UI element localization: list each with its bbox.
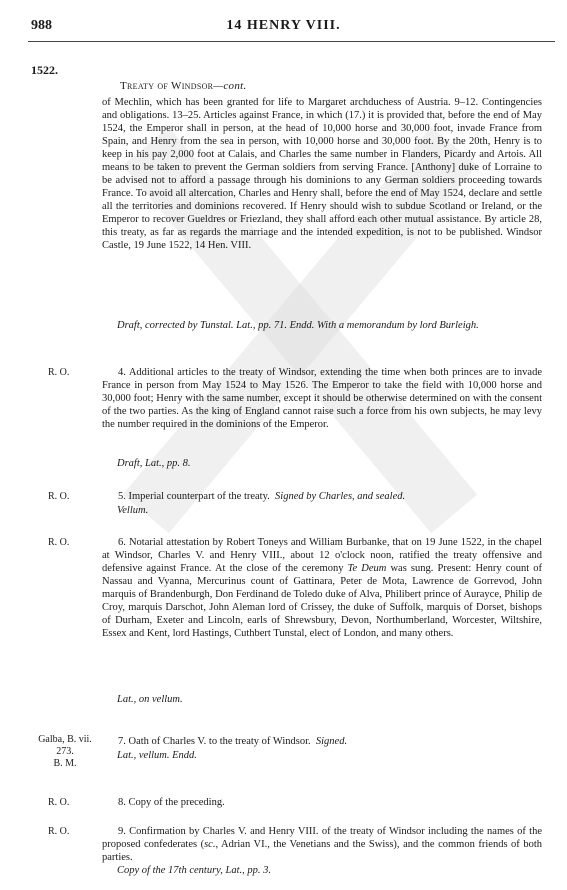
entry-text-6-part2: was sung. Present: Henry count of Nassau and Vyanna, Mercurinus count of Gattinara, Peter de Mota, Lawrence de Gorrevod, John marquis of Brandenburgh, Don Ferdinand de Toledo duke of Alva, Philibert prince of Aurayce, Philip de Croy, marquis Darschot, John Aleman lord of Crissey, the duke of Suffolk, marquis of Dorset, bishops of Durham, Exeter and Lincoln, earls of Shrewsbury, Devon, Northumberland, Worcester, Wiltshire, Essex and Kent, lord Hastings, Cuthbert Tunstal, elect of London, and many others. (102, 563, 543, 639)
entry-text-6-body (102, 536, 542, 640)
entry-note-9: Copy of the 17th century, Lat., pp. 3. (117, 865, 271, 876)
margin-reference: R. O. (48, 491, 70, 502)
margin-reference-line: Galba, B. vii. (38, 734, 92, 745)
entry-note-5: Vellum. (117, 505, 149, 516)
margin-reference-line: 273. (56, 746, 74, 757)
entry-text-5-italic: Signed by Charles, and sealed. (275, 491, 406, 502)
entry-note-7: Lat., vellum. Endd. (117, 750, 197, 761)
entry-text-9-part1: 9. Confirmation by Charles V. and Henry VIII. of the treaty of Windsor including the names of the proposed confederates ( (102, 826, 542, 850)
entry-text-7 (102, 735, 542, 748)
margin-reference-galba (30, 734, 100, 770)
margin-reference: R. O. (48, 367, 70, 378)
entry-text-6-part1: 6. Notarial attestation by Robert Toneys and William Burbanke, that on 19 June 1522, in the chapel at Windsor, Charles V. and Henry VIII., about 12 o'clock noon, ratified the treaty offensive and defensive against France. At the close of the ceremony (102, 537, 542, 574)
margin-reference: R. O. (48, 797, 70, 808)
entry-title-suffix: —cont. (213, 80, 247, 92)
te-deum: Te Deum (347, 563, 387, 574)
entry-title: Treaty of Windsor (120, 80, 214, 92)
margin-reference: R. O. (48, 537, 70, 548)
entry-text-9-part2: , Adrian VI., the Venetians and the Swiss), and the common friends of both parties. (102, 839, 542, 863)
entry-text-5-body: 5. Imperial counterpart of the treaty. (118, 491, 270, 502)
entry-heading (120, 80, 247, 92)
entry-text-9 (102, 825, 542, 864)
year-marker: 1522. (31, 63, 58, 77)
entry-text-8 (102, 796, 542, 809)
entry-text-8-body: 8. Copy of the preceding. (118, 797, 225, 808)
page-number: 988 (31, 18, 52, 33)
entry-text-7-italic: Signed. (315, 736, 348, 747)
entry-text-continuation: of Mechlin, which has been granted for life to Margaret archduchess of Austria. 9–12. Contingencies and obligations. 13–25. Articles against France, in which (17.) it is provided that, before the end of May 1524, the Emperor shall in person, at the head of 10,000 horse and 30,000 foot, invade France from Spain, and Henry from the sea in person, with 10,000 horse and 30,000 foot. By the 20th, Henry is to keep in his pay 2,000 foot at Calais, and Charles the same number in Flanders, Picardy and Artois. All means to be taken to prevent the German soldiers from serving France. [Anthony] duke of Lorraine to be advised not to afford a passage through his dominions to any German soldiers proceeding towards France. To avoid all altercation, Charles and Henry shall, before the end of May 1524, declare and settle all the territories and dominions recovered. If Henry should wish to subdue Scotland or Ireland, or the Emperor to recover Gueldres or Friezland, they shall afford each other mutual assistance. By article 28, this treaty, as far as regards the marriage and the intended expedition, is not to be published. Windsor Castle, 19 June 1522, 14 Hen. VIII. (102, 97, 542, 251)
entry-text-4 (102, 366, 542, 431)
running-head: 14 HENRY VIII. (226, 18, 341, 33)
margin-reference-line: B. M. (53, 758, 77, 769)
entry-note-6: Lat., on vellum. (117, 694, 183, 705)
entry-text-5 (102, 490, 542, 503)
entry-text-7-body: 7. Oath of Charles V. to the treaty of Windsor. (118, 736, 311, 747)
entry-note-continuation: Draft, corrected by Tunstal. Lat., pp. 71. Endd. With a memorandum by lord Burleigh. (117, 320, 479, 331)
entry-text-9-body (102, 825, 542, 864)
margin-reference: R. O. (48, 826, 70, 837)
entry-text-9-sc: sc. (204, 839, 216, 850)
entry-note-4: Draft, Lat., pp. 8. (117, 458, 191, 469)
entry-text-4-body: 4. Additional articles to the treaty of Windsor, extending the time when both princes are to invade France in person from May 1524 to May 1526. The Emperor to take the field with 10,000 horse and 30,000 foot; Henry with the same number, except it should be otherwise determined on with the consent of the two parties. As the king of England cannot raise such a force from his own subjects, he may levy the number required in the dominions of the Emperor. (102, 367, 542, 430)
header-rule (28, 41, 555, 42)
entry-text-6 (102, 536, 542, 640)
